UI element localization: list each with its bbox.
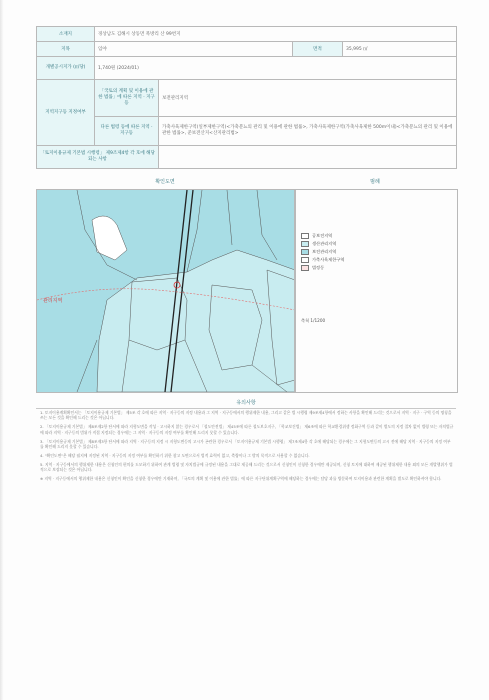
note-item: 2. 「토지이용규제 기본법」 제8조제2항 단서에 따라 지형도면을 작성 · 고시하지 않는 경우로서 「철도안전법」 제45조에 따른 철도보호지구, 「학교보건법」 제6조에 따른 학교환경위생 정화구역 등과 같이 별도의 지정 절차 없이 법령 또는 자치법규에 따라 지역 · 지구등의 범위가 직접 지정되는 경우에는 그 지역 · 지구등의 지정 여부를 확인해 드리지 못할 수 있습니다. xyxy=(40,424,454,435)
legend-item xyxy=(301,264,344,272)
map-drawing xyxy=(37,190,295,392)
official-price-value: 1,740원 (2024/01) xyxy=(95,57,457,80)
land-info-table xyxy=(36,26,457,169)
note-item: 1. 토지이용계획확인서는 「토지이용규제 기본법」 제5조 각 호에 따른 지역 · 지구등의 지정 내용과 그 지역 · 지구등에서의 행위제한 내용, 그리고 같은 법 시행령 제9조제4항에서 정하는 사항을 확인해 드리는 것으로서 지역 · 지구 · 구역 등의 명칭을 쓰는 모든 것을 확인해 드리는 것은 아닙니다. xyxy=(40,410,452,421)
area-label: 면적 xyxy=(293,42,343,57)
location-label: 소재지 xyxy=(37,27,95,42)
area-value: 35,995 ㎡ xyxy=(343,42,457,57)
legend-label: 보전관리지역 xyxy=(312,249,337,254)
legend-item xyxy=(301,256,344,264)
legend-label: 공보전지역 xyxy=(312,233,333,238)
legend-swatch xyxy=(301,265,309,271)
land-type-value: 임야 xyxy=(95,42,293,57)
legend-label: 생산관리지역 xyxy=(312,241,337,246)
official-price-label: 개별공시지가 (㎡당) xyxy=(37,57,95,80)
legend-swatch xyxy=(301,233,309,239)
legend-item xyxy=(301,240,344,248)
national-zone-label: 「국토의 계획 및 이용에 관한 법률」에 따른 지역 · 지구등 xyxy=(95,80,159,117)
scan-edge xyxy=(0,0,4,700)
legend-item xyxy=(301,232,344,240)
legend-swatch xyxy=(301,241,309,247)
confirmation-map xyxy=(36,189,296,393)
legend-list xyxy=(301,232,344,272)
location-value: 경상남도 김해시 상동면 묵방리 산 99번지 xyxy=(95,27,457,42)
legend-label: 가축사육제한구역 xyxy=(312,257,345,262)
national-zone-value: 보전관리지역 xyxy=(159,80,457,117)
other-zone-label: 다른 법령 등에 따른 지역 · 지구등 xyxy=(95,117,159,146)
note-item: 3. 「토지이용규제 기본법」 제8조제3항 단서에 따라 지역 · 지구등의 지정 시 지형도면등의 고시가 곤란한 경우로서 「토지이용규제 기본법 시행령」 제7조제4항 각 호에 해당되는 경우에는 그 지형도면등의 고시 전에 해당 지역 · 지구등의 지정 여부를 확인해 드리지 못할 수 있습니다. xyxy=(40,438,451,450)
legend-item xyxy=(301,248,344,256)
legend-panel xyxy=(294,189,458,393)
enforcement-label: 「토지이용규제 기본법 시행령」 제9조제4항 각 호에 해당되는 사항 xyxy=(37,146,159,169)
notes-title: 유의사항 xyxy=(36,398,456,409)
other-zone-value: 가축사육제한구역(일부제한구역)<가축분뇨의 관리 및 이용에 관한 법률>, 가축사육제한구역(가축사육제한 500m이내)<가축분뇨의 관리 및 이용에 관한 법률>, 준보전산지<산지관리법> xyxy=(159,117,457,146)
note-item: 4. "확인도면"은 해당 필지에 지정된 지역 · 지구등의 지정 여부를 확인하기 위한 참고 도면으로서 법적 효력이 없고, 측량이나 그 밖의 목적으로 사용할 수 없습니다. xyxy=(40,452,310,458)
notes-list xyxy=(40,410,454,485)
map-area-label: 관리지역 xyxy=(43,298,63,304)
map-title: 확인도면 xyxy=(155,179,175,185)
map-scale: 축척 1/1200 xyxy=(301,318,326,323)
enforcement-value xyxy=(159,146,457,169)
zone-label: 지역지구등 지정여부 xyxy=(37,80,95,146)
legend-label: 법정동 xyxy=(312,265,325,270)
legend-swatch xyxy=(301,257,309,263)
note-item: ※ 지역 · 지구등에서의 행위제한 내용은 신청인이 확인을 신청한 경우에만 기재하며, 「국토의 계획 및 이용에 관한 법률」에 따른 지구단위계획구역에 해당하는 경우에는 담당 과를 방문하여 토지이용과 관련한 계획을 별도로 확인하셔야 합니다. xyxy=(40,476,442,482)
legend-title: 범례 xyxy=(370,179,380,185)
land-type-label: 지목 xyxy=(37,42,95,57)
legend-swatch xyxy=(301,249,309,255)
note-item: 5. 지역 · 지구등에서의 행위제한 내용은 신청인의 편의를 도모하기 위하여 관계 법령 및 자치법규에 규정된 내용을 그대로 제공해 드리는 것으로서 신청인이 신청한 경우에만 제공되며, 신청 토지에 대하여 제공된 행위제한 내용 외의 모든 개발행위가 법적으로 보장되는 것은 아닙니다. xyxy=(40,461,453,473)
